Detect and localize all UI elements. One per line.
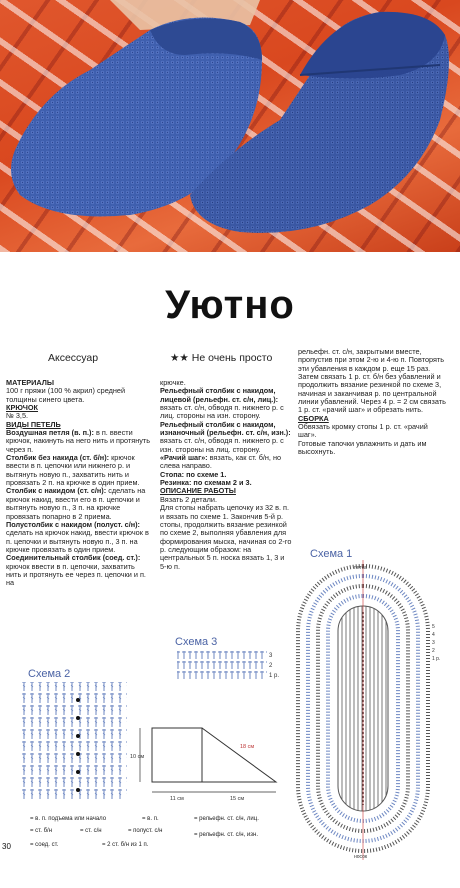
col2-continuation: крючке.: [160, 378, 186, 387]
air-text: в п. ввести крючок, накинуть на него нить и протянуть через п.: [6, 428, 151, 454]
fpdc-text: вязать ст. с/н, обводя п. нижнего р. с лиц. стороны на изн. сторону.: [160, 403, 284, 421]
hook-text: № 3,5.: [6, 411, 29, 421]
size-sketch: [128, 712, 288, 812]
legend-1: = в. п. подъема или начало: [30, 816, 107, 822]
bpdc-text: вязать ст. с/н, обводя п. нижнего р. с изн. стороны на лиц. сторону.: [160, 436, 284, 454]
scheme2-diagram: [20, 680, 132, 805]
page-title: Уютно: [165, 283, 295, 327]
s1-row4: 4: [432, 632, 435, 638]
crab-title: «Рачий шаг»:: [160, 453, 208, 463]
slippers-photo: [0, 0, 460, 252]
legend-5: = ст. с/н: [80, 828, 102, 834]
scheme3-label: Схема 3: [175, 636, 218, 648]
page-number: 30: [2, 842, 11, 851]
materials-heading: МАТЕРИАЛЫ: [6, 378, 55, 387]
work-heading: ОПИСАНИЕ РАБОТЫ: [160, 486, 236, 496]
assembly-heading: СБОРКА: [298, 413, 329, 423]
col3-text: рельефн. ст. с/н, закрытыми вместе, пропустив при этом 2-ю и 4-ю п. Повторять эти убавления в каждом р. еще 15 раз. Затем связать 1 р. ст. б/н без убавлений и продолжить вязание резинкой по схеме 3, начиная и заканчивая р. по центральной линии убавлений. Через 4 р. = 2 см связать 1 р. ст. «рачий шаг» и обрезать нить.: [298, 347, 446, 415]
s1-row1: 1 р.: [432, 656, 441, 662]
legend-9: = 2 ст. б/н из 1 п.: [102, 842, 149, 848]
final-text: Готовые тапочки увлажнить и дать им высохнуть.: [298, 438, 427, 457]
work-text: Для стопы набрать цепочку из 32 в. п. и вязать по схеме 1. Закончив 5-й р. стопы, продолжить вязание резинкой по схеме 2, выполняя убавления для формирования мыска, начиная со 2-го р. следующим образом: на центральных 5 п. носка вязать 1, 3 и 5-ю п.: [160, 503, 292, 571]
dim-15: 15 см: [230, 796, 245, 802]
category-label: Аксессуар: [48, 352, 99, 364]
sc-title: Столбик без накида (ст. б/н):: [6, 453, 110, 463]
heel-label: пятка: [354, 565, 367, 571]
stitches-heading: ВИДЫ ПЕТЕЛЬ: [6, 419, 61, 429]
scheme3-diagram: [175, 650, 290, 690]
s1-row3: 3: [432, 640, 435, 646]
bpdc-title: Рельефный столбик с накидом, изнаночный (рельефн. ст. с/н, изн.):: [160, 419, 291, 438]
air-title: Воздушная петля (в. п.):: [6, 428, 94, 438]
column-2: [160, 379, 292, 571]
crab-text: вязать, как ст. б/н, но слева направо.: [160, 453, 282, 471]
s3-row2: 2: [269, 663, 273, 669]
rib-line: Резинка: по схемам 2 и 3.: [160, 478, 252, 488]
assembly-text: Обвязать кромку стопы 1 р. ст. «рачий шаг».: [298, 422, 428, 440]
s3-row3: 3: [269, 653, 273, 659]
fpdc-title: Рельефный столбик с накидом, лицевой (рельефн. ст. с/н, лиц.):: [160, 386, 279, 404]
scheme2-label: Схема 2: [28, 668, 71, 680]
slst-title: Соединительный столбик (соед. ст.):: [6, 553, 141, 563]
dim-11: 11 см: [170, 796, 184, 802]
legend-4: = ст. б/н: [30, 828, 53, 834]
slst-text: крючок ввести в п. цепочки, захватить нить и протянуть ее через п. цепочки и п. на: [6, 561, 146, 588]
sc-text: крючок ввести в п. цепочки или нижнего р. и вытянуть новую п., захватить нить и провязать 2 п. на крючке в один прием.: [6, 453, 140, 488]
legend-7: = рельефн. ст. с/н, изн.: [194, 832, 259, 838]
legend-8: = соед. ст.: [30, 842, 59, 848]
hdc-title: Полустолбик с накидом (полуст. с/н):: [6, 519, 140, 529]
scheme1-label: Схема 1: [310, 548, 353, 560]
difficulty-label: ★★ Не очень просто: [170, 352, 273, 364]
dim-18: 18 см: [240, 744, 255, 750]
slippers-illustration: [0, 0, 460, 252]
hook-heading: КРЮЧОК: [6, 403, 39, 413]
hdc-text: сделать на крючок накид, ввести крючок в п. цепочки и вытянуть новую п., 3 п. на крючке провязать в один прием.: [6, 528, 149, 554]
materials-text: 100 г пряжи (100 % акрил) средней толщины синего цвета.: [6, 386, 126, 404]
work-intro: Вязать 2 детали.: [160, 494, 217, 504]
s1-row5: 5: [432, 624, 435, 630]
dc-text: сделать на крючок накид, ввести его в п. цепочки и вытянуть новую п., 3 п. на крючке провязать попарно в 2 приема.: [6, 486, 146, 521]
column-1: [6, 379, 152, 588]
legend-6: = полуст. с/н: [128, 828, 163, 834]
legend-3: = рельефн. ст. с/н, лиц.: [194, 816, 259, 822]
sole-line: Стопа: по схеме 1.: [160, 469, 227, 479]
scheme1-diagram: [296, 560, 456, 860]
s3-row1: 1 р.: [269, 673, 280, 679]
column-3: [298, 348, 448, 456]
s1-row2: 2: [432, 648, 435, 654]
legend-2: = в. п.: [142, 816, 159, 822]
toe-label: носок: [354, 854, 368, 860]
dc-title: Столбик с накидом (ст. с/н):: [6, 486, 107, 496]
dim-10: 10 см: [130, 754, 145, 760]
